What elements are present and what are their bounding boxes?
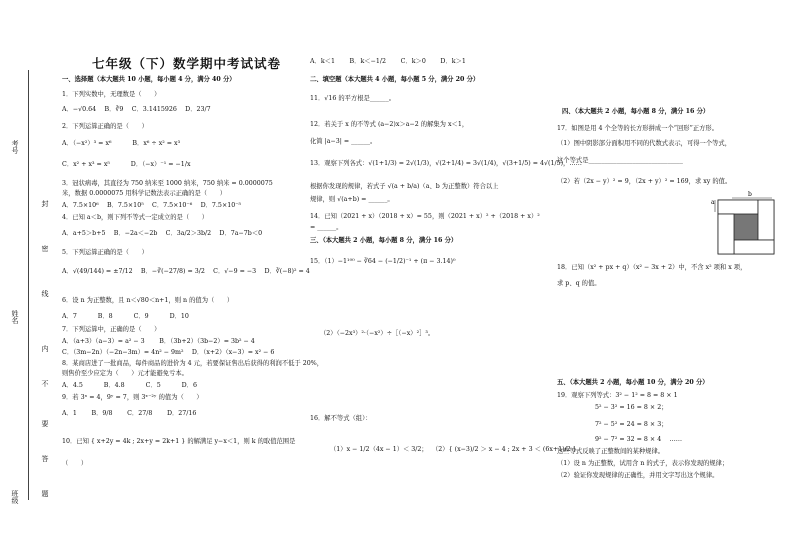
question-options: A．（−x²）³ = x⁶ B．x⁶ ÷ x² = x³ [62,140,181,147]
question-text: 这些等式反映了正整数间的某种规律。 [557,448,665,455]
binding-label-examno: 考号 [11,140,19,154]
question-text: 10．已知 { x+2y = 4k ; 2x+y = 2k+1 } 的解满足 y−x＜1，则 k 的取值范围是 [62,438,296,445]
question-text: 化简 |a−3| = ______。 [310,138,377,145]
question-text: （1）图中阴影部分面积用不同的代数式表示，可得一个等式， [557,140,732,147]
question-text: （2）{ (x−3)/2 ＞ x − 4 ; 2x + 3 ＜ (6x+1)/2 } [432,446,577,453]
question-text: （1）设 n 为正整数，试用含 n 的式子，表示你发现的规律； [557,460,729,467]
question-text: 2．下列运算正确的是（ ） [62,123,148,130]
question-text: （2）若（2x − y）² = 9，（2x + y）² = 169，求 xy 的值。 [557,178,732,185]
question-text: = ______。 [310,224,343,231]
binding-mark-3: 线 [41,290,49,297]
question-text: （2）（−2x³）²·（−x²）÷［（−x）²］³。 [320,330,435,337]
binding-mark-7: 答 [41,455,49,462]
section-heading: 四、（本大题共 2 小题，每小题 8 分，满分 16 分） [562,108,710,115]
question-text: 16．解不等式（组）： [310,415,372,422]
section-heading: 三、（本大题共 2 小题，每小题 8 分，满分 16 分） [310,237,458,244]
binding-label-name: 姓名 [11,310,19,324]
question-text: 5．下列运算正确的是（ ） [62,249,148,256]
question-options: C．x² + x³ = x⁵ D．（−x）⁻¹ = −1/x [62,161,191,168]
question-text: 11．√16 的平方根是______。 [310,95,396,102]
question-options: A．7 B．8 C．9 D．10 [62,313,189,320]
question-text: 规律，则 √(a+b) = ______。 [310,196,394,203]
question-options: A．4.5 B．4.8 C．5 D．6 [62,382,197,389]
question-text: 9² − 7² = 32 = 8 × 4 …… [595,436,683,443]
question-text: 7² − 5² = 24 = 8 × 3； [595,421,668,428]
question-text: 3．冠状病毒，其直径为 750 纳米至 1000 纳米，750 纳米 = 0.0000075 [62,180,273,187]
question-text: （2）验证你发现规律的正确性，并用文字写出这个规律。 [557,472,719,479]
question-text: 17．如图是用 4 个全等的长方形拼成一个“回形”正方形。 [557,125,718,132]
binding-mark-5: 不 [41,380,49,387]
question-text: 13．观察下列各式：√(1+1/3) = 2√(1/3)，√(2+1/4) = 3√(1/4)，√(3+1/5) = 4√(1/5)，…… [310,160,582,167]
question-text: 6．设 n 为正整数，且 n＜√80＜n+1，则 n 的值为（ ） [62,297,234,304]
section-heading: 二、填空题（本大题共 4 小题，每小题 5 分，满分 20 分） [310,76,480,83]
question-text: 米，数据 0.0000075 用科学记数法表示正确的是（ ） [62,190,226,197]
question-text: （1）x − 1/2（4x − 1）＜ 3/2； [330,446,428,453]
question-text: 9．若 3ˣ = 4，9ʸ = 7，则 3ˣ⁻²ʸ 的值为（ ） [62,394,203,401]
binding-mark-4: 内 [41,345,49,352]
question-text: 1．下列实数中，无理数是（ ） [62,91,161,98]
binding-mark-8: 题 [41,490,49,497]
question-text: 12．若关于 x 的不等式 (a−2)x＞a−2 的解集为 x＜1， [310,121,469,128]
question-text: 19．观察下列等式：3² − 1² = 8 = 8 × 1 [557,392,678,399]
figure-label-a: a [711,199,715,206]
question-text: 15．（1）−1¹⁰⁰ − ∛64 − (−1/2)⁻¹ + (π − 3.14)⁰ [310,258,456,265]
question-options: A．√(49/144) = ±7/12 B．−∛(−27/8) = 3/2 C．√−9 = −3 D．∛(−8)² = 4 [62,268,310,275]
question-options: A．1 B．9/8 C．27/8 D．27/16 [62,410,197,417]
question-options: A．−√0.64 B．∛9 C．3.1415926 D．23/7 [62,106,211,113]
binding-label-class: 班级 [11,490,19,504]
figure-label-b: b [748,191,752,198]
question-text: 根据你发现的规律，若式子 √(a + b/a)（a、b 为正整数）符合以上 [310,183,499,190]
question-text: 5² − 3² = 16 = 8 × 2； [595,404,668,411]
figure-square-ring [710,190,776,256]
question-text: 这个等式是______________________________ [557,157,683,164]
question-text: 7．下列运算中，正确的是（ ） [62,326,161,333]
page-title: 七年级（下）数学期中考试试卷 [92,56,282,71]
question-options: A．k＜1 B．k＜−1/2 C．k＞0 D．k＞1 [310,58,466,65]
question-text: 18．已知（x² + px + q）（x² − 3x + 2）中，不含 x² 项和 x 项， [557,264,747,271]
question-text: 则售价至少应定为（ ）元才能避免亏本。 [62,370,188,377]
question-options: C．（3m−2n）（−2n−3m）= 4n² − 9m² D．（x+2）（x−3）= x² − 6 [62,349,275,356]
binding-mark-6: 要 [41,420,49,427]
question-options: A．7.5×10⁶ B．7.5×10⁵ C．7.5×10⁻⁶ D．7.5×10⁻⁵ [62,202,242,209]
question-text: （ ） [62,460,88,467]
question-options: A．a+5＞b+5 B．−2a＜−2b C．3a/2＞3b/2 D．7a−7b＜0 [62,230,263,237]
question-text: 求 p、q 的值。 [557,280,601,287]
question-text: 8．某商店进了一批商品，每件商品的进价为 4 元，若要保证售出后获得的利润不低于 20%， [62,360,323,367]
question-text: 4．已知 a＜b，则下列不等式一定成立的是（ ） [62,214,209,221]
section-heading: 五、（本大题共 2 小题，每小题 10 分，满分 20 分） [557,379,709,386]
question-text: 14．已知（2021 + x）（2018 + x）= 55，则（2021 + x）² +（2018 + x）² [310,213,540,220]
question-options: A．（a+3）（a−3）= a² − 3 B．（3b+2）（3b−2）= 3b² − 4 [62,338,255,345]
section-heading: 一、选择题（本大题共 10 小题，每小题 4 分，满分 40 分） [62,76,236,83]
binding-mark-2: 密 [41,245,49,252]
binding-line [28,70,29,500]
binding-mark-1: 封 [41,200,49,207]
